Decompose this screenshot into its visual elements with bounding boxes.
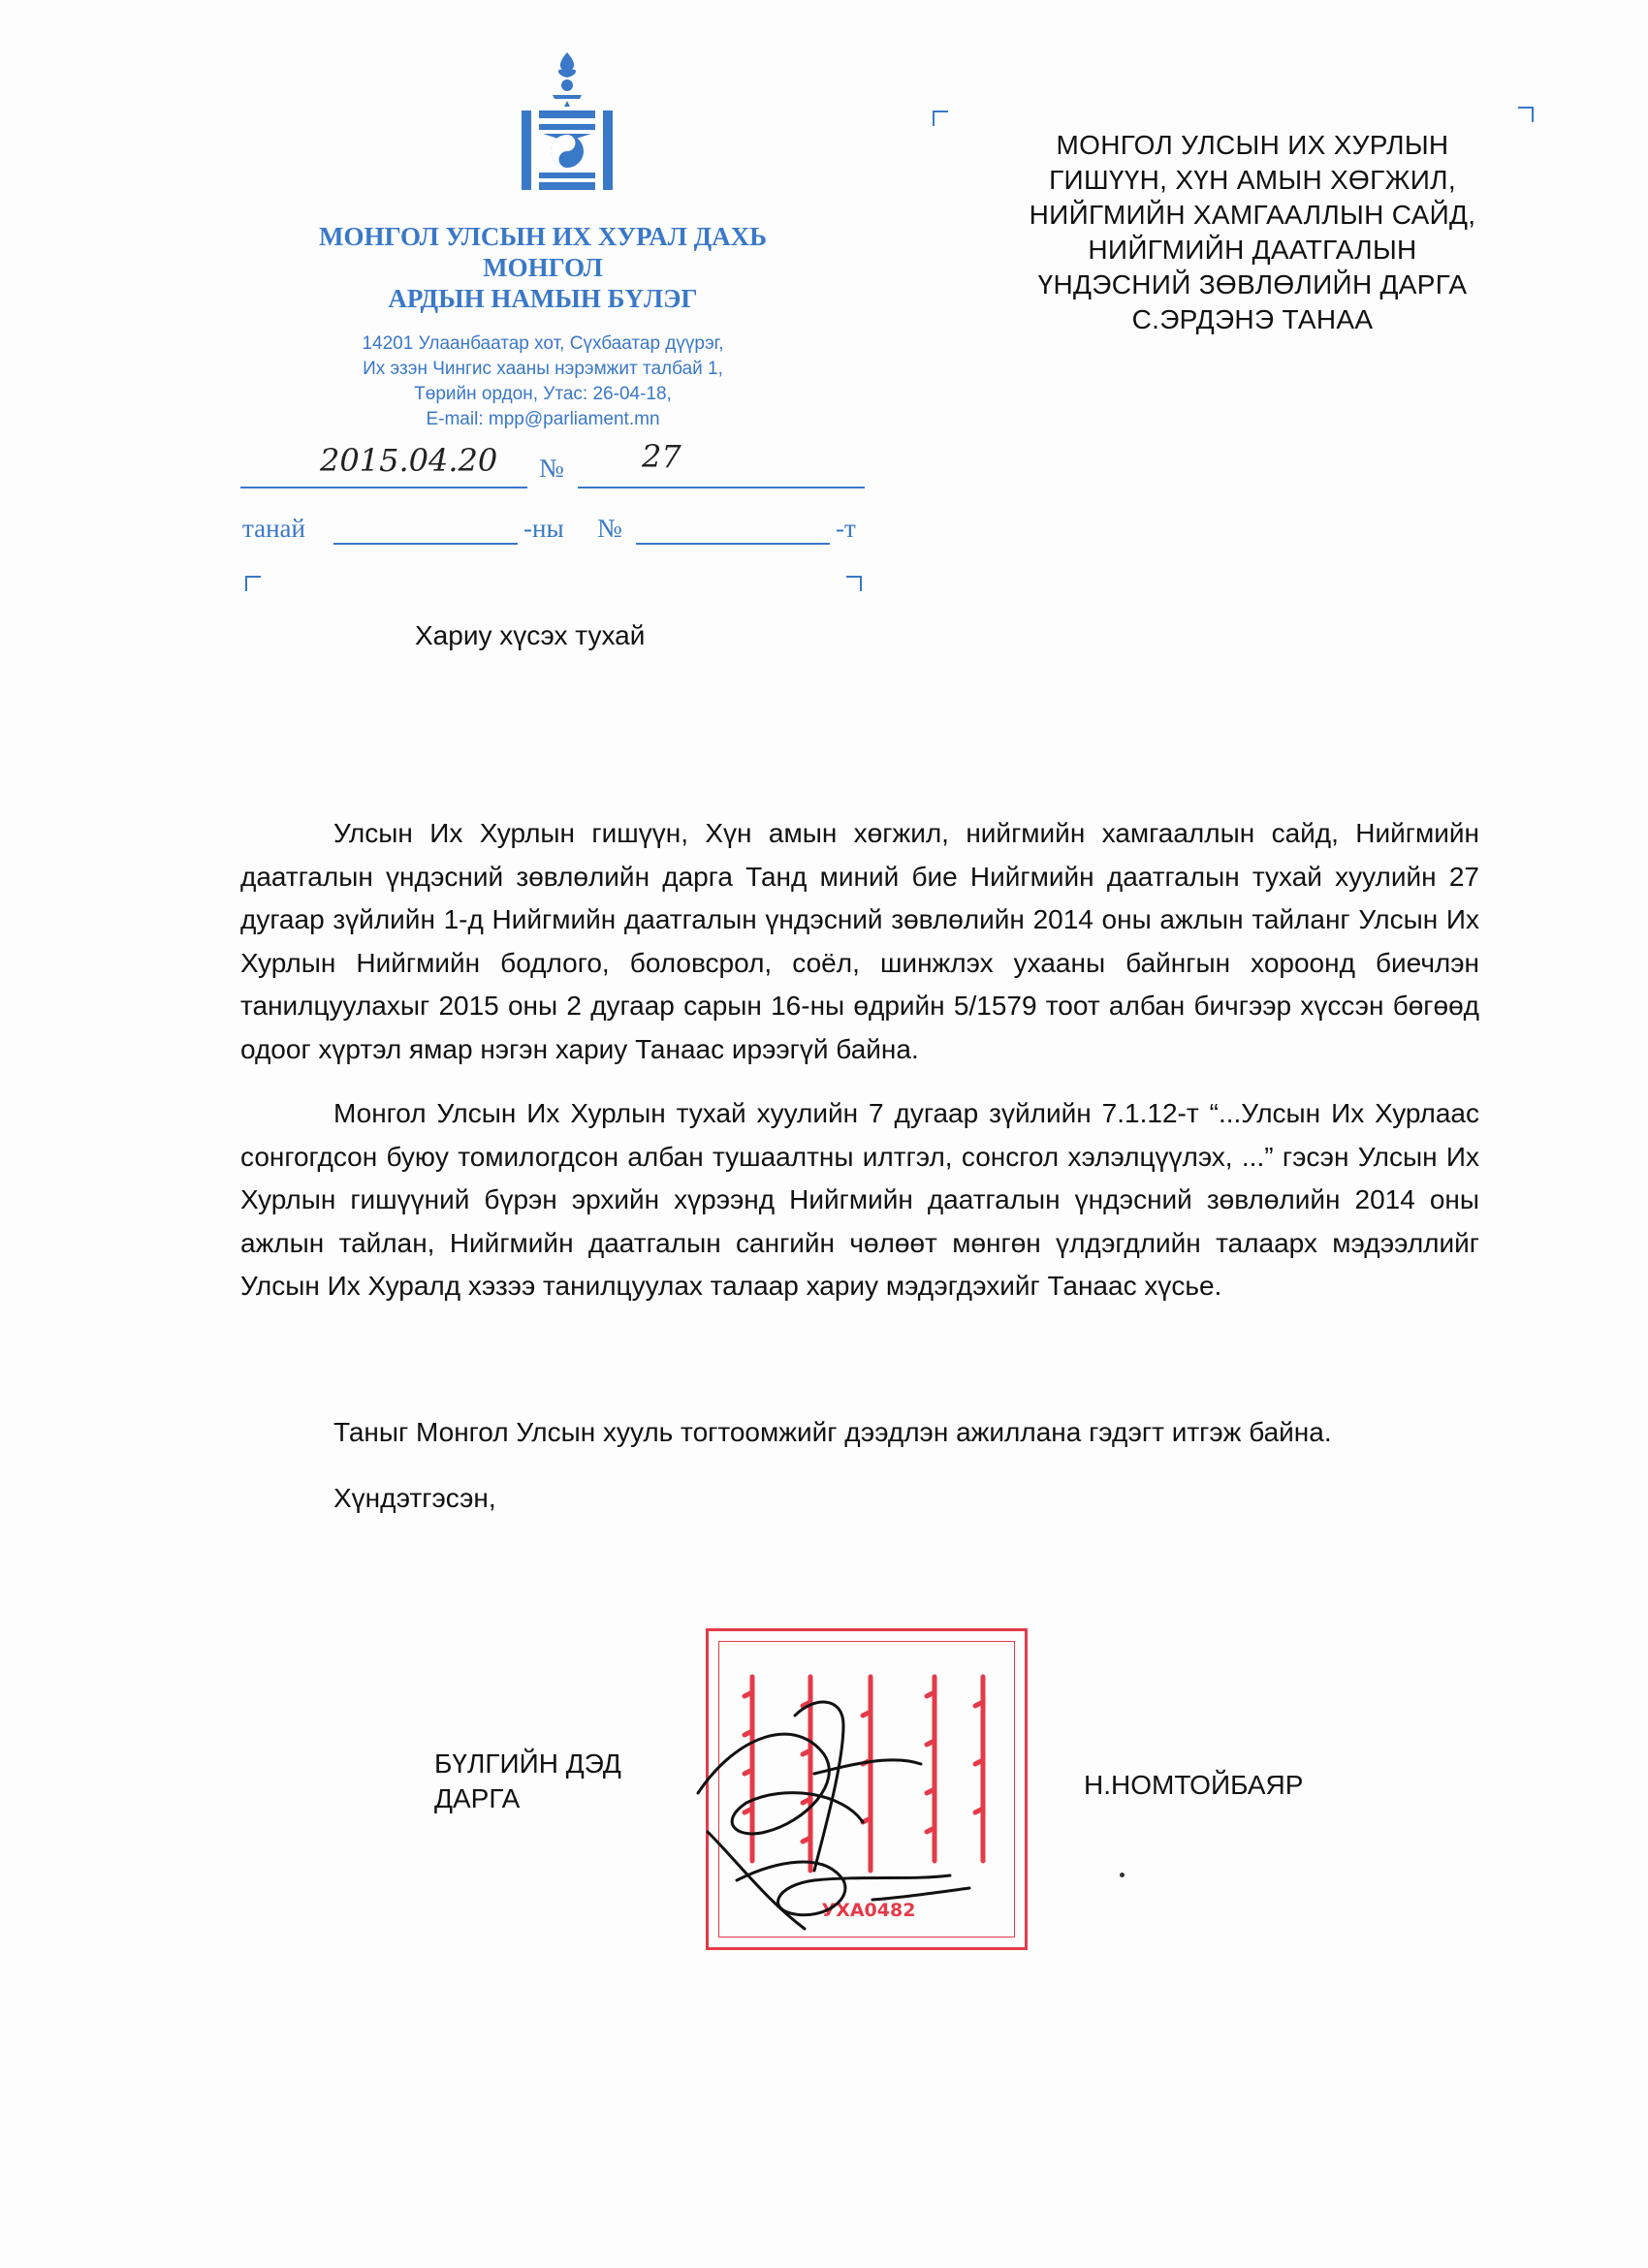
signatory-title <box>434 1747 621 1816</box>
body-paragraph: Монгол Улсын Их Хурлын тухай хуулийн 7 дугаар зүйлийн 7.1.12-т “...Улсын Их Хурлаас сонгогдсон буюу томилогдсон албан тушаалтны илтгэл, сонсгол хэлэлцүүлэх, ...” гэсэн Улсын Их Хурлын гишүүний бүрэн эрхийн хүрээнд Нийгмийн даатгалын үндэсний зөвлөлийн 2014 оны ажлын тайлан, Нийгмийн даатгалын сангийн чөлөөт мөнгөн үлдэгдлийн талаарх мэдээллийг Улсын Их Хуралд хэзээ танилцуулах талаар хариу мэдэгдэхийг Танаас хүсье. <box>240 1098 1479 1301</box>
corner-mark <box>846 576 862 591</box>
organization-name <box>233 221 853 314</box>
your-ref-label: танай <box>242 514 305 543</box>
addressee-line: НИЙГМИЙН ДААТГАЛЫН <box>1088 235 1417 265</box>
corner-mark <box>933 110 948 126</box>
org-name-line: МОНГОЛ <box>483 253 603 282</box>
letter-number: 27 <box>642 438 681 475</box>
your-ref-mid: -ны <box>523 514 564 543</box>
number-sign: № <box>539 454 564 483</box>
soyombo-emblem-icon <box>514 50 620 196</box>
signatory-title-line: БҮЛГИЙН ДЭД <box>434 1748 621 1779</box>
letter-body <box>240 812 1479 1330</box>
subject-line: Хариу хүсэх тухай <box>415 620 646 650</box>
address-line: Их эзэн Чингис хааны нэрэмжит талбай 1, <box>363 359 723 379</box>
org-name-line: МОНГОЛ УЛСЫН ИХ ХУРАЛ ДАХЬ <box>318 222 768 251</box>
handwritten-signature <box>679 1638 1028 1968</box>
addressee-line: НИЙГМИЙН ХАМГААЛЛЫН САЙД, <box>1029 200 1476 230</box>
addressee-line: ГИШҮҮН, ХҮН АМЫН ХӨГЖИЛ, <box>1049 165 1456 195</box>
address-line: E-mail: mpp@parliament.mn <box>426 409 660 429</box>
ink-dot <box>1120 1873 1125 1877</box>
addressee-block <box>942 128 1563 337</box>
signatory-title-line: ДАРГА <box>434 1783 521 1813</box>
corner-mark <box>245 576 261 591</box>
your-ref-number-rule <box>636 543 830 545</box>
organization-address <box>242 331 843 432</box>
addressee-line: ҮНДЭСНИЙ ЗӨВЛӨЛИЙН ДАРГА <box>1037 269 1468 299</box>
closing-line: Таныг Монгол Улсын хууль тогтоомжийг дээдлэн ажиллана гэдэгт итгэж байна. <box>333 1417 1332 1447</box>
your-ref-number-sign: № <box>597 514 622 543</box>
address-line: 14201 Улаанбаатар хот, Сүхбаатар дүүрэг, <box>362 333 724 354</box>
addressee-line: С.ЭРДЭНЭ ТАНАА <box>1131 304 1374 334</box>
addressee-line: МОНГОЛ УЛСЫН ИХ ХУРЛЫН <box>1056 130 1449 160</box>
signatory-name: Н.НОМТОЙБАЯР <box>1084 1770 1304 1800</box>
address-line: Төрийн ордон, Утас: 26-04-18, <box>414 384 672 404</box>
your-ref-date-rule <box>333 543 518 545</box>
your-ref-suffix: -т <box>836 514 856 543</box>
letter-date: 2015.04.20 <box>320 442 498 479</box>
org-name-line: АРДЫН НАМЫН БҮЛЭГ <box>388 284 698 313</box>
regards: Хүндэтгэсэн, <box>333 1483 496 1513</box>
number-rule <box>578 487 865 488</box>
body-paragraph: Улсын Их Хурлын гишүүн, Хүн амын хөгжил, нийгмийн хамгааллын сайд, Нийгмийн даатгалын үндэсний зөвлөлийн дарга Танд миний бие Нийгмийн даатгалын тухай хуулийн 27 дугаар зүйлийн 1-д Нийгмийн даатгалын үндэсний зөвлөлийн 2014 оны ажлын тайланг Улсын Их Хурлын Нийгмийн бодлого, боловсрол, соёл, шинжлэх ухааны байнгын хороонд биечлэн танилцуулахыг 2015 оны 2 дугаар сарын 16-ны өдрийн 5/1579 тоот албан бичгээр хүссэн бөгөөд одоог хүртэл ямар нэгэн хариу Танаас ирээгүй байна. <box>240 818 1479 1064</box>
corner-mark <box>1518 107 1534 122</box>
stamp-code: УХА0482 <box>821 1900 916 1921</box>
date-rule <box>240 487 527 488</box>
